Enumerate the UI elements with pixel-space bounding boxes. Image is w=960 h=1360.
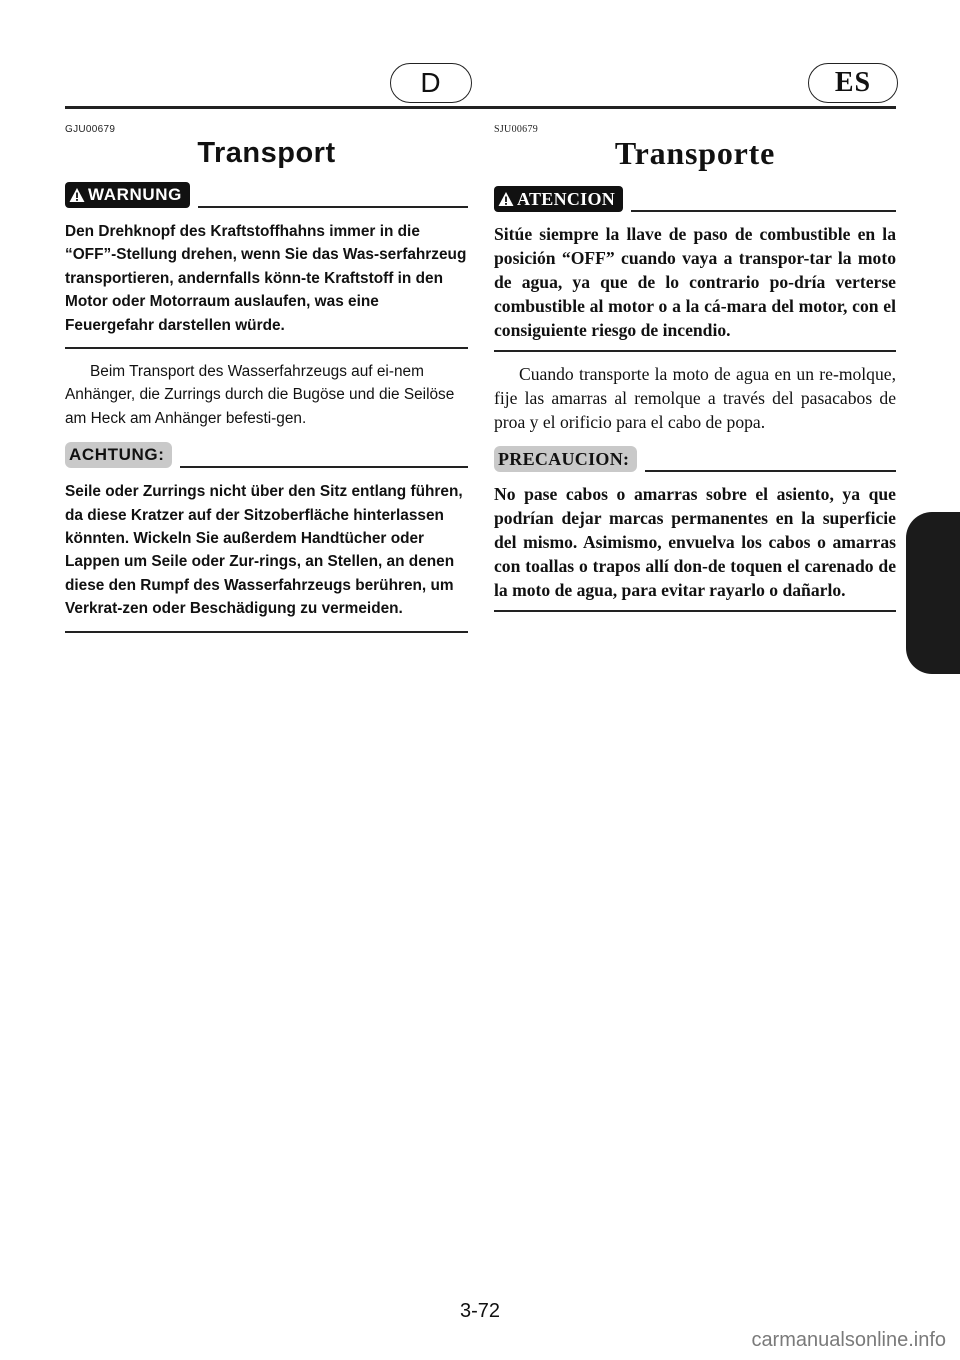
heading-rule [645,470,896,472]
caution-text-de: Seile oder Zurrings nicht über den Sitz entlang führen, da diese Kratzer auf der Sitzoberfläche hinterlassen könnten. Wickeln Sie außerdem Handtücher oder Lappen um Seile oder Zur-rings, an Stellen, an denen diese den Rumpf des Wasserfahrzeugs berühren, um Verkrat-zen oder Beschädigung zu vermeiden. [65,483,463,618]
header-rule [65,106,896,109]
column-spanish [494,124,896,612]
section-title-es: Transporte [614,135,776,171]
body-text-de: Beim Transport des Wasserfahrzeugs auf ei-nem Anhänger, die Zurrings durch die Bugöse und die Seilöse am Heck am Anhänger befesti-gen. [65,363,455,427]
section-title-de: Transport [197,137,336,169]
caution-heading-de [65,440,468,468]
section-code-de: GJU00679 [65,124,116,135]
chapter-side-tab [906,512,960,674]
warning-label-de [65,182,190,208]
warning-heading-es [494,184,896,212]
warning-end-rule-de [65,347,468,349]
body-text-es: Cuando transporte la moto de agua en un re-molque, fije las amarras al remolque a través del pasacabos de proa y el orificio para el cabo de popa. [494,364,896,432]
warning-triangle-icon [69,187,85,203]
section-code-es: SJU00679 [494,124,539,135]
warning-end-rule-es [494,350,896,352]
caution-label-de [65,442,172,468]
caution-end-rule-es [494,610,896,612]
warning-text-de: Den Drehknopf des Kraftstoffhahns immer in die “OFF”-Stellung drehen, wenn Sie das Was-serfahrzeug transportieren, andernfalls könn-te Kraftstoff in den Motor oder Motorraum auslaufen, was eine Feuergefahr darstellen würde. [65,223,467,334]
column-german [65,124,468,633]
warning-triangle-icon [498,191,514,207]
warning-label-text-de: WARNUNG [88,185,182,204]
language-tag-es [808,63,898,103]
language-tag-es-text: ES [834,67,872,98]
language-tag-de-text: D [420,67,442,98]
warning-heading-de [65,180,468,208]
warning-text-es: Sitúe siempre la llave de paso de combustible en la posición “OFF” cuando vaya a transpor-tar la moto de agua, ya que de lo contrario po-dría verterse combustible al motor o a la cá-mara del motor, con el consiguiente riesgo de incendio. [494,224,896,340]
language-tag-de [390,63,472,103]
caution-label-text-es: PRECAUCION: [498,448,630,469]
page-number: 3-72 [459,1300,501,1322]
caution-end-rule-de [65,631,468,633]
caution-heading-es [494,444,896,472]
heading-rule [180,466,468,468]
watermark: carmanualsonline.info [751,1329,946,1351]
heading-rule [198,206,468,208]
warning-label-text-es: ATENCION [517,188,616,209]
caution-label-text-de: ACHTUNG: [69,445,165,465]
warning-label-es [494,186,623,212]
heading-rule [631,210,896,212]
caution-text-es: No pase cabos o amarras sobre el asiento, ya que podrían dejar marcas permanentes en la superficie del mismo. Asimismo, envuelva los cabos o amarras con toallas o trapos allí don-de toquen el carenado de la moto de agua, para evitar rayarlo o dañarlo. [494,484,896,600]
caution-label-es [494,446,637,472]
